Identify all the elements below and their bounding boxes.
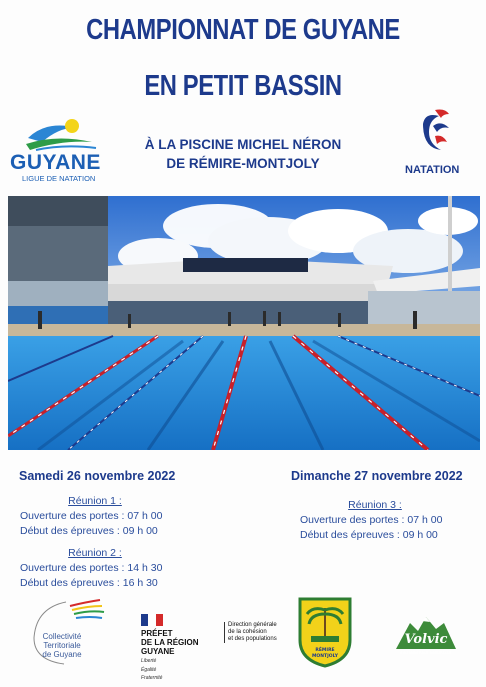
day2-date: Dimanche 27 novembre 2022	[291, 469, 463, 483]
events-start-time: Début des épreuves : 09 h 00	[300, 529, 438, 541]
volvic-brand-text: Volvic	[404, 632, 448, 647]
venue-line2: DE RÉMIRE-MONTJOLY	[166, 156, 320, 171]
guyane-logo-subtitle: LIGUE DE NATATION	[22, 174, 96, 183]
prefet-title-line1: PRÉFET	[141, 629, 173, 638]
day1-date: Samedi 26 novembre 2022	[19, 469, 176, 483]
doors-open-time: Ouverture des portes : 07 h 00	[300, 514, 443, 526]
events-start-time: Début des épreuves : 16 h 30	[20, 577, 158, 589]
direction-generale-text	[224, 622, 294, 643]
dg-line3: et des populations	[228, 636, 277, 642]
dg-line2: de la cohésion	[228, 629, 267, 635]
doors-open-time: Ouverture des portes : 14 h 30	[20, 562, 163, 574]
natation-logo-text: NATATION	[405, 164, 460, 176]
ctg-line1: Collectivité	[42, 632, 82, 641]
event-title-line2: EN PETIT BASSIN	[144, 70, 342, 102]
dg-line1: Direction générale	[228, 622, 277, 628]
prefet-logo	[141, 614, 198, 682]
natation-rooster-logo-icon	[415, 106, 455, 158]
prefet-motto-1: Liberté	[141, 658, 157, 664]
session-title: Réunion 2 :	[68, 547, 122, 559]
session-title: Réunion 1 :	[68, 495, 122, 507]
ctg-line2: Territoriale	[43, 641, 81, 650]
prefet-motto-2: Égalité	[141, 666, 157, 673]
volvic-logo-icon	[392, 609, 460, 659]
volvic-sub-text: EAU MINÉRALE NATURELLE	[400, 650, 452, 655]
ctg-logo-text	[30, 632, 94, 659]
doors-open-time: Ouverture des portes : 07 h 00	[20, 510, 163, 522]
french-flag-icon	[141, 614, 163, 626]
day1-session2	[20, 546, 170, 591]
prefet-title-line3: GUYANE	[141, 647, 175, 656]
prefet-motto-3: Fraternité	[141, 675, 163, 681]
pool-photo	[8, 196, 480, 450]
remire-montjoly-shield-icon	[297, 596, 353, 668]
events-start-time: Début des épreuves : 09 h 00	[20, 525, 158, 537]
day1-session1	[20, 494, 170, 539]
shield-text-remire: RÉMIRE	[315, 648, 335, 653]
ctg-line3: de Guyane	[42, 650, 82, 659]
guyane-logo-name: GUYANE	[10, 151, 101, 174]
shield-text-montjoly: MONTJOLY	[311, 654, 339, 659]
event-title-line1: CHAMPIONNAT DE GUYANE	[86, 14, 400, 46]
session-title: Réunion 3 :	[348, 499, 402, 511]
prefet-title-line2: DE LA RÉGION	[141, 638, 199, 647]
day2-session3	[300, 498, 450, 543]
venue-line1: À LA PISCINE MICHEL NÉRON	[144, 137, 342, 152]
